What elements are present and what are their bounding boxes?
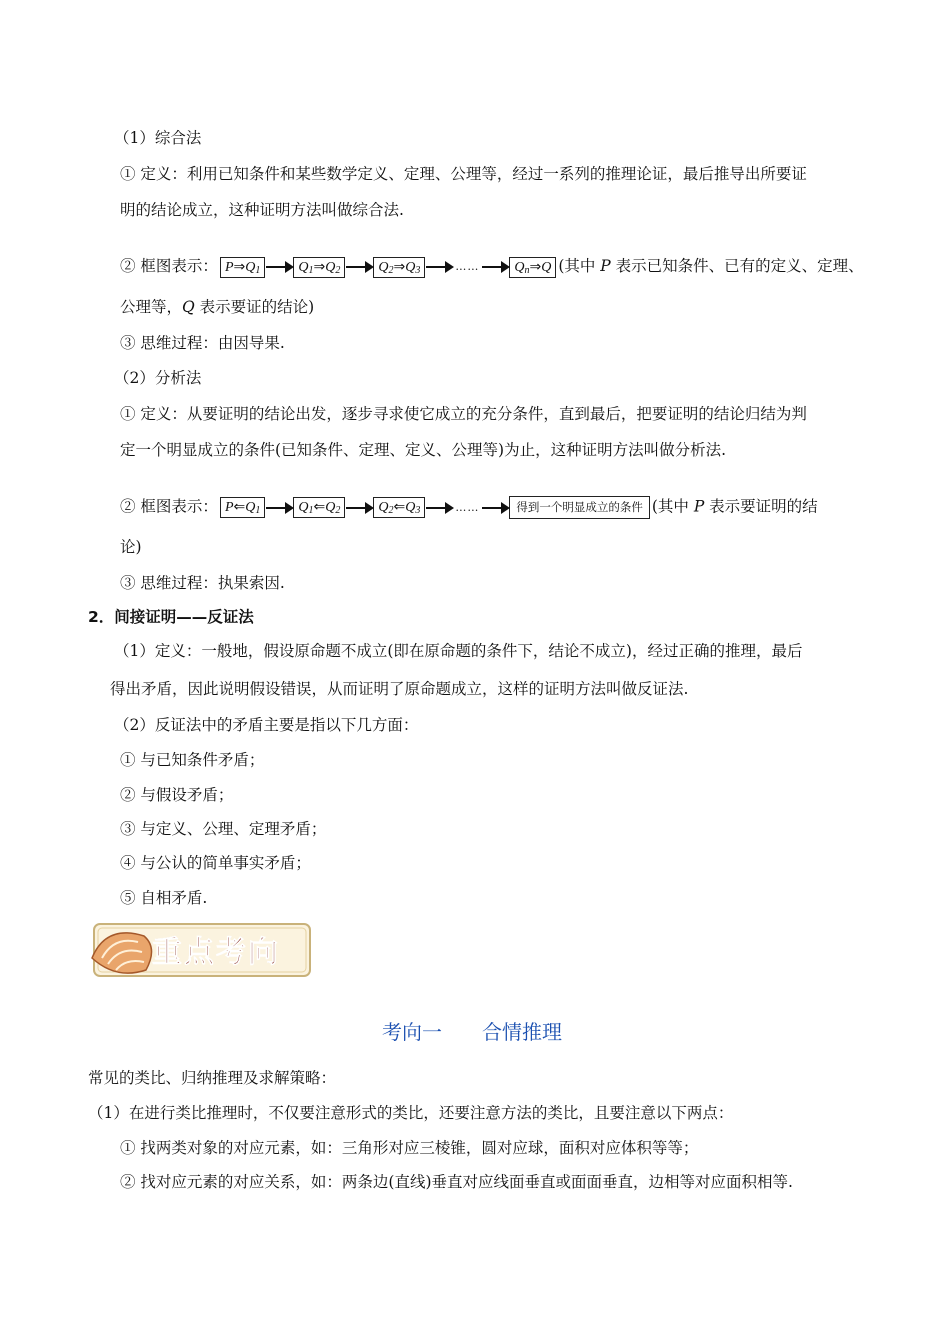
flow-box: P ⇐ Q $_1$ [220,497,265,518]
indirect-subtitle: （2）反证法中的矛盾主要是指以下几方面： [114,716,419,734]
synthetic-title: （1）综合法 [114,129,202,147]
flow-box: Q $_1$ ⇐ Q $_2$ [293,497,345,518]
analytic-process: ③ 思维过程：执果索因. [120,574,285,592]
analytic-def-line2: 定一个明显成立的条件(已知条件、定理、定义、公理等)为止，这种证明方法叫做分析法. [120,441,727,459]
arrow-icon [346,266,372,268]
synthetic-chart-row: ② 框图表示： P ⇒ Q $_1$ Q $_1$ ⇒ Q $_2$ Q $_2$ ⇒ Q $_3$ …… Q $_n$ ⇒ Q (其中 P 表示已知条件、已有的定义、定理、 [120,257,864,276]
flow-box: Q $_2$ ⇒ Q $_3$ [373,257,425,278]
list-item: ④ 与公认的简单事实矛盾； [120,854,311,872]
chart-label: ② 框图表示： [120,497,218,516]
analytic-def-line1: ① 定义：从要证明的结论出发，逐步寻求使它成立的充分条件，直到最后，把要证明的结论归结为判 [120,405,807,423]
arrow-icon [482,507,508,509]
chart-label: ② 框图表示： [120,257,218,275]
indirect-def-line1: （1）定义：一般地，假设原命题不成立(即在原命题的条件下，结论不成立)，经过正确的推理，最后 [114,642,803,660]
flow-box: Q $_n$ ⇒ Q [509,257,556,278]
heading-title: 合情推理 [482,1020,562,1044]
synthetic-chart-note: 公理等，Q 表示要证的结论) [120,298,315,316]
analytic-chart-note: 论) [120,538,142,556]
list-item: ② 与假设矛盾； [120,786,234,804]
flow-box: Q $_2$ ⇐ Q $_3$ [373,497,425,518]
flow-box: P ⇒ Q $_1$ [220,257,265,278]
list-item: ③ 与定义、公理、定理矛盾； [120,820,327,838]
arrow-icon [346,507,372,509]
analytic-chart-row: ② 框图表示： P ⇐ Q $_1$ Q $_1$ ⇐ Q $_2$ Q $_2$ ⇐ Q $_3$ …… 得到一个明显成立的条件 (其中 P 表示要证明的结 [120,496,818,519]
arrow-icon [266,266,292,268]
synthetic-flowchart [220,257,556,278]
section-indirect-title: 2．间接证明——反证法 [88,608,254,626]
synthetic-def-line2: 明的结论成立，这种证明方法叫做综合法. [120,201,404,219]
list-item: ② 找对应元素的对应关系，如：两条边(直线)垂直对应线面垂直或面面垂直，边相等对应面积相等. [120,1173,793,1191]
heading-number: 考向一 [382,1020,442,1044]
section-heading [382,1016,562,1045]
arrow-icon [426,266,452,268]
strategy-intro: 常见的类比、归纳推理及求解策略： [88,1069,337,1087]
list-item: ① 与已知条件矛盾； [120,751,265,769]
ellipsis-icon: …… [455,500,480,514]
synthetic-process: ③ 思维过程：由因导果. [120,334,285,352]
arrow-icon [482,266,508,268]
analytic-title: （2）分析法 [114,369,202,387]
arrow-icon [266,507,292,509]
list-item: ① 找两类对象的对应元素，如：三角形对应三棱锥，圆对应球，面积对应体积等等； [120,1139,699,1157]
arrow-icon [426,507,452,509]
key-direction-banner [86,918,314,984]
synthetic-def-line1: ① 定义：利用已知条件和某些数学定义、定理、公理等，经过一系列的推理论证，最后推导出所要证 [120,165,807,183]
banner-text: 重点考向 [152,935,280,970]
analytic-flowchart [220,496,650,519]
flow-box-final: 得到一个明显成立的条件 [509,496,650,519]
indirect-def-line2: 得出矛盾，因此说明假设错误，从而证明了原命题成立，这样的证明方法叫做反证法. [110,680,689,698]
ellipsis-icon: …… [455,260,480,273]
list-item: ⑤ 自相矛盾. [120,889,208,907]
analogy-paragraph: （1）在进行类比推理时，不仅要注意形式的类比，还要注意方法的类比，且要注意以下两点： [88,1104,734,1122]
flow-box: Q $_1$ ⇒ Q $_2$ [293,257,345,278]
